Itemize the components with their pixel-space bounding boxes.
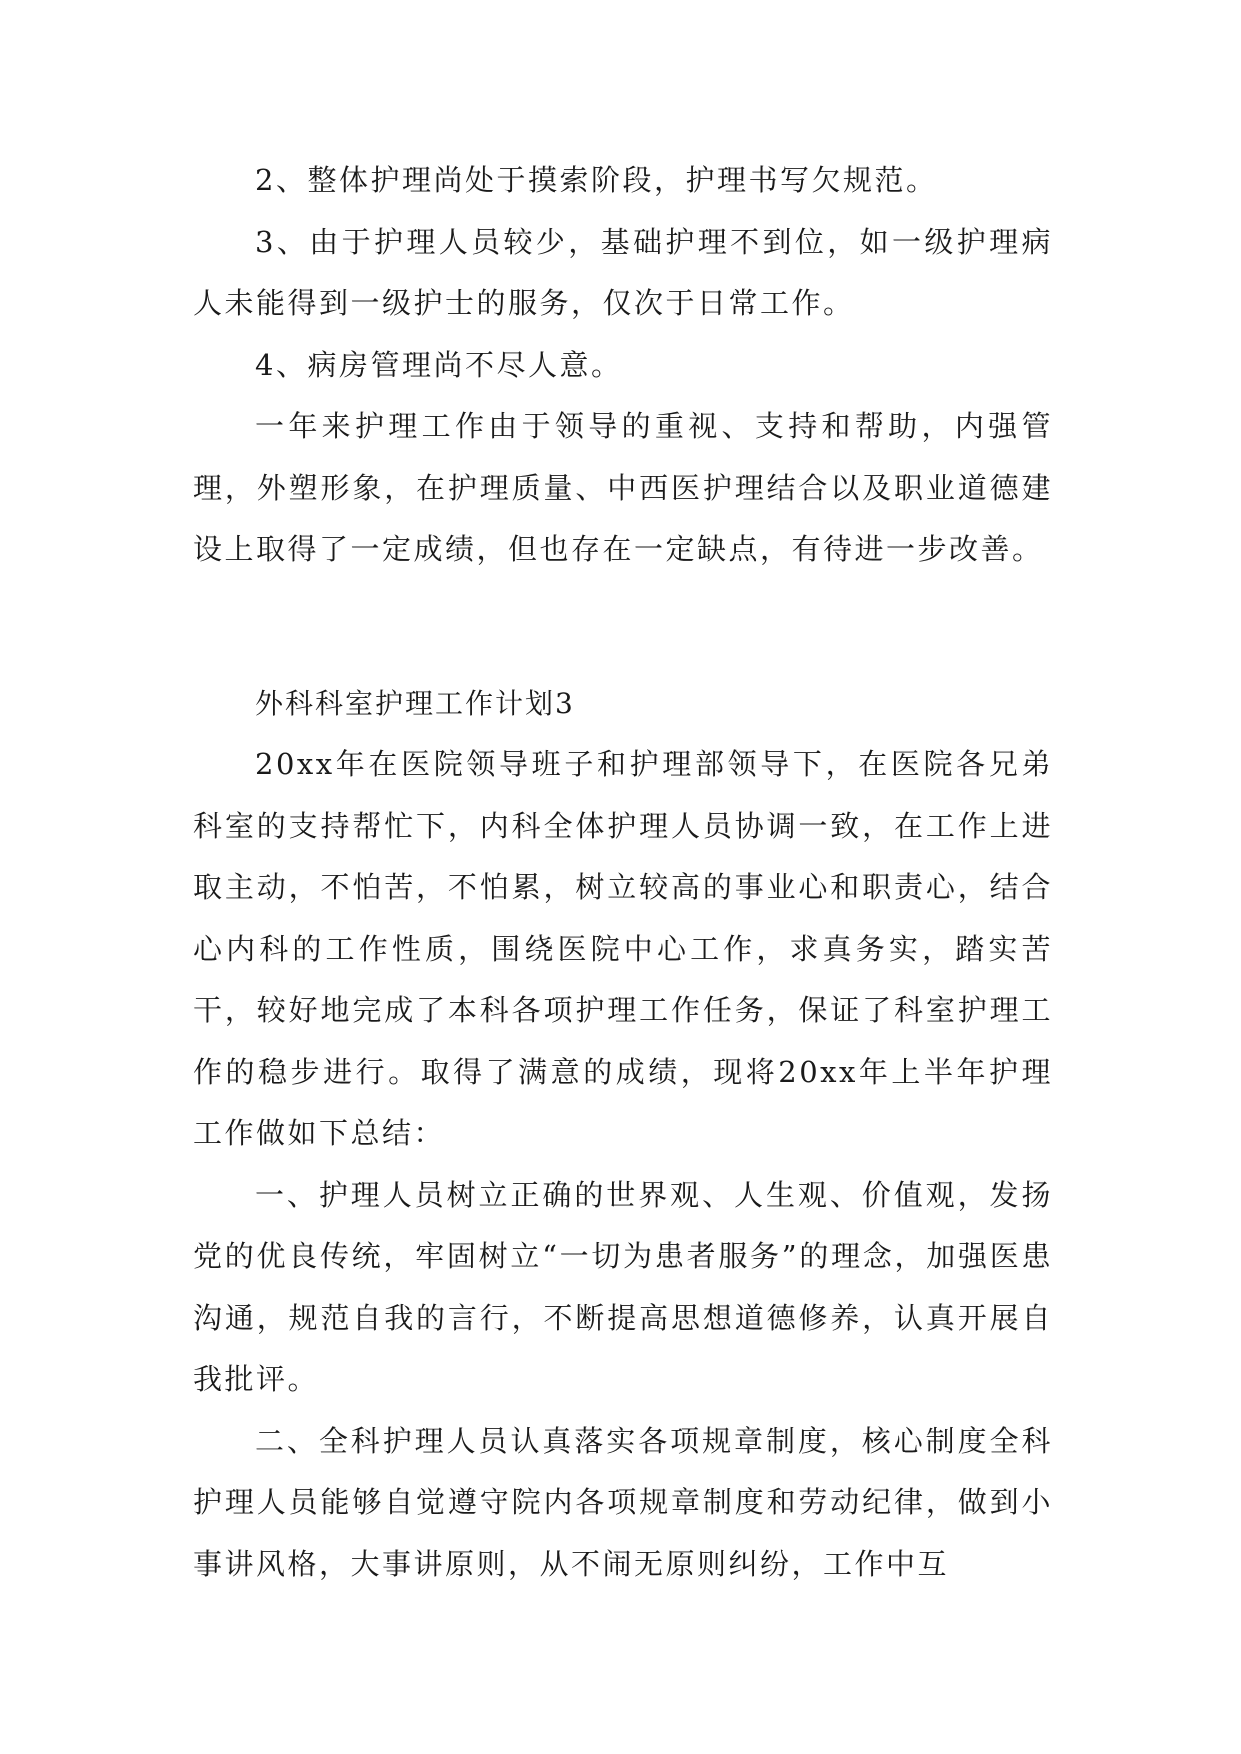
paragraph-item-2: 2、整体护理尚处于摸索阶段，护理书写欠规范。 bbox=[255, 163, 938, 197]
section-spacer bbox=[193, 581, 1053, 673]
paragraph-item-3: 3、由于护理人员较少，基础护理不到位，如一级护理病人未能得到一级护士的服务，仅次于日常工作。 bbox=[193, 224, 1053, 320]
paragraph-summary: 一年来护理工作由于领导的重视、支持和帮助，内强管理，外塑形象，在护理质量、中西医护理结合以及职业道德建设上取得了一定成绩，但也存在一定缺点，有待进一步改善。 bbox=[193, 409, 1053, 566]
paragraph-item-4: 4、病房管理尚不尽人意。 bbox=[255, 347, 623, 382]
document-body bbox=[193, 150, 1053, 1595]
paragraph-intro: 20xx年在医院领导班子和护理部领导下，在医院各兄弟科室的支持帮忙下，内科全体护理人员协调一致，在工作上进取主动，不怕苦，不怕累，树立较高的事业心和职责心，结合心内科的工作性质，围绕医院中心工作，求真务实，踏实苦干，较好地完成了本科各项护理工作任务，保证了科室护理工作的稳步进行。取得了满意的成绩，现将20xx年上半年护理工作做如下总结： bbox=[193, 747, 1053, 1150]
section-title: 外科科室护理工作计划3 bbox=[255, 686, 575, 720]
paragraph-point-one: 一、护理人员树立正确的世界观、人生观、价值观，发扬党的优良传统，牢固树立“一切为患者服务”的理念，加强医患沟通，规范自我的言行，不断提高思想道德修养，认真开展自我批评。 bbox=[193, 1177, 1053, 1396]
paragraph-point-two: 二、全科护理人员认真落实各项规章制度，核心制度全科护理人员能够自觉遵守院内各项规章制度和劳动纪律，做到小事讲风格，大事讲原则，从不闹无原则纠纷，工作中互 bbox=[193, 1423, 1053, 1581]
